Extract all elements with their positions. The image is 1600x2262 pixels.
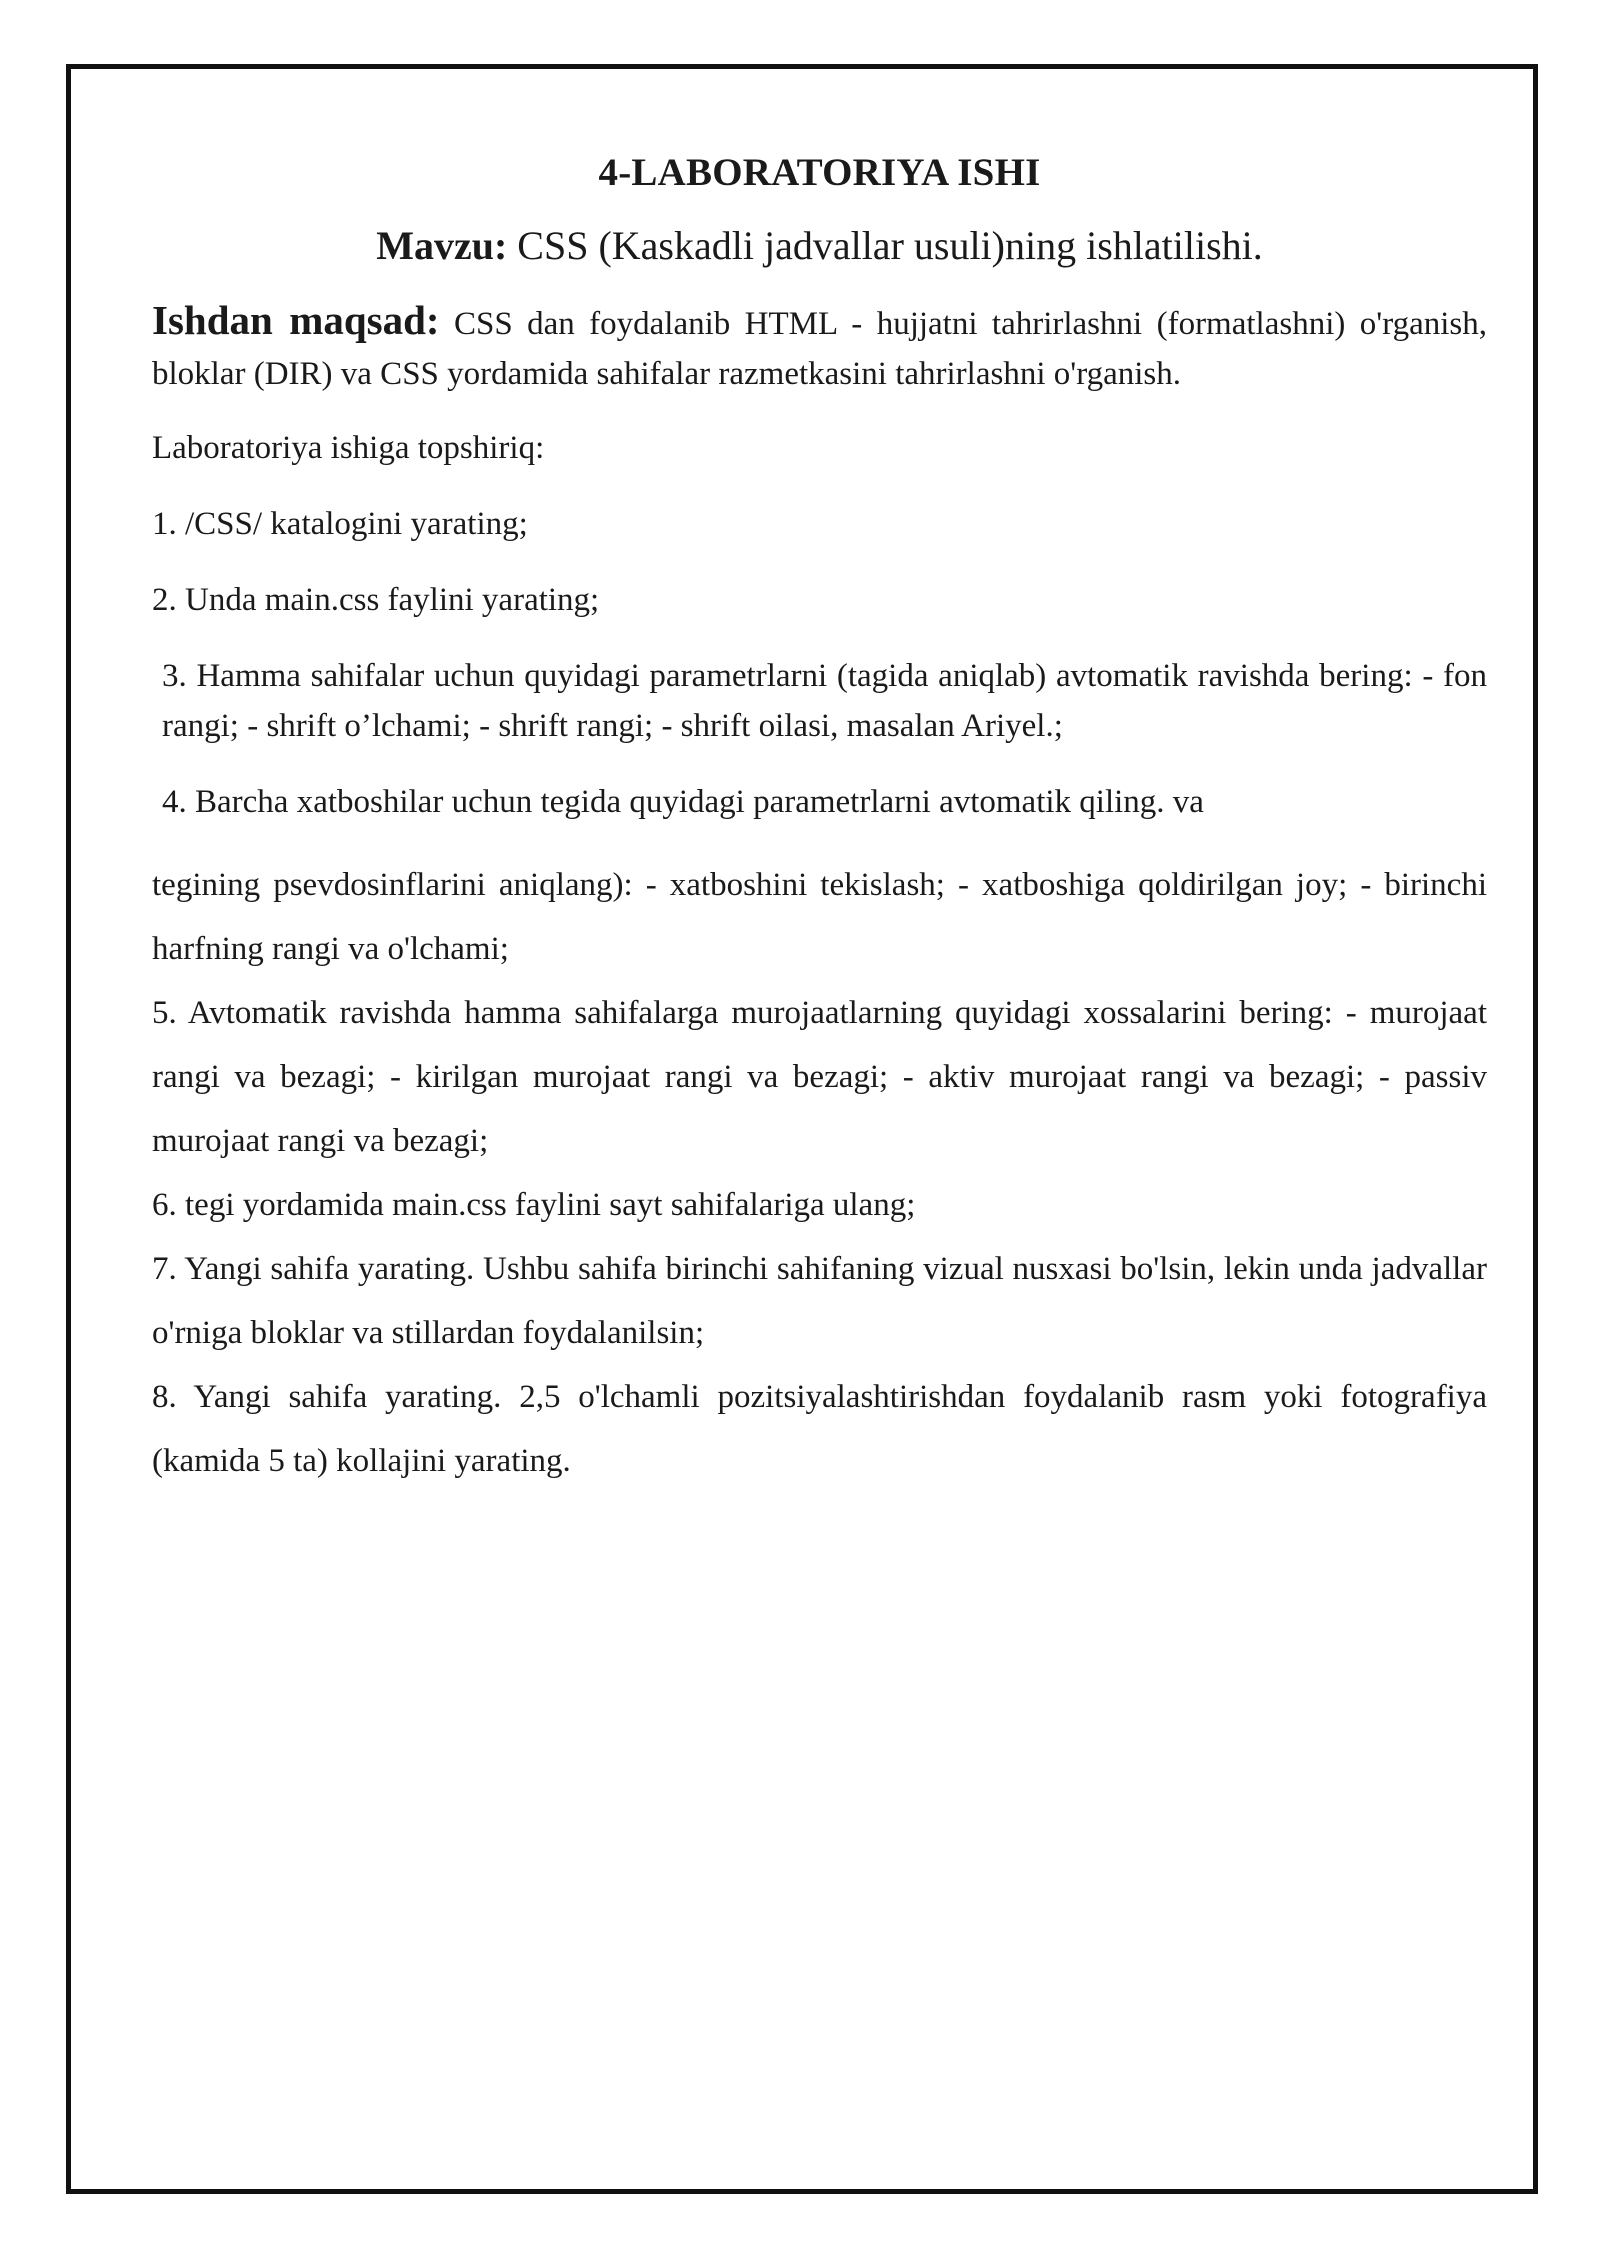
task-item-3: 3. Hamma sahifalar uchun quyidagi parametrlarni (tagida aniqlab) avtomatik ravishda bering: - fon rangi; - shrift o’lchami; - shrift rangi; - shrift oilasi, masalan Ariyel.; xyxy=(162,657,1487,744)
topic-label: Mavzu: xyxy=(376,222,508,268)
task-item-4-continued: tegining psevdosinflarini aniqlang): - xatboshini tekislash; - xatboshiga qoldirilgan joy; - birinchi harfning rangi va o'lchami; xyxy=(152,866,1487,967)
task-item-2: 2. Unda main.css faylini yarating; xyxy=(152,581,600,618)
topic-text: CSS (Kaskadli jadvallar usuli)ning ishlatilishi. xyxy=(507,222,1263,268)
task-item-8: 8. Yangi sahifa yarating. 2,5 o'lchamli pozitsiyalashtirishdan foydalanib rasm yoki fotografiya (kamida 5 ta) kollajini yarating. xyxy=(152,1378,1487,1479)
goal-paragraph xyxy=(152,295,1487,399)
document-body xyxy=(152,150,1487,1493)
task-item-4: 4. Barcha xatboshilar uchun tegida quyidagi parametrlarni avtomatik qiling. va xyxy=(162,783,1204,820)
task-item-1: 1. /CSS/ katalogini yarating; xyxy=(152,505,528,542)
task-item-7: 7. Yangi sahifa yarating. Ushbu sahifa birinchi sahifaning vizual nusxasi bo'lsin, lekin unda jadvallar o'rniga bloklar va stillardan foydalanilsin; xyxy=(152,1250,1487,1351)
goal-label: Ishdan maqsad: xyxy=(152,296,440,343)
goal-text: CSS dan foydalanib HTML - hujjatni tahrirlashni (formatlashni) o'rganish, bloklar (DIR) va CSS yordamida sahifalar razmetkasini tahrirlashni o'rganish. xyxy=(152,305,1487,392)
lab-title: 4-LABORATORIYA ISHI xyxy=(598,151,1041,194)
task-item-5: 5. Avtomatik ravishda hamma sahifalarga murojaatlarning quyidagi xossalarini bering: - murojaat rangi va bezagi; - kirilgan murojaat rangi va bezagi; - aktiv murojaat rangi va bezagi; - passiv murojaat rangi va bezagi; xyxy=(152,994,1487,1159)
topic-line xyxy=(152,221,1487,271)
task-heading: Laboratoriya ishiga topshiriq: xyxy=(152,429,545,466)
task-item-6: 6. tegi yordamida main.css faylini sayt sahifalariga ulang; xyxy=(152,1186,916,1223)
